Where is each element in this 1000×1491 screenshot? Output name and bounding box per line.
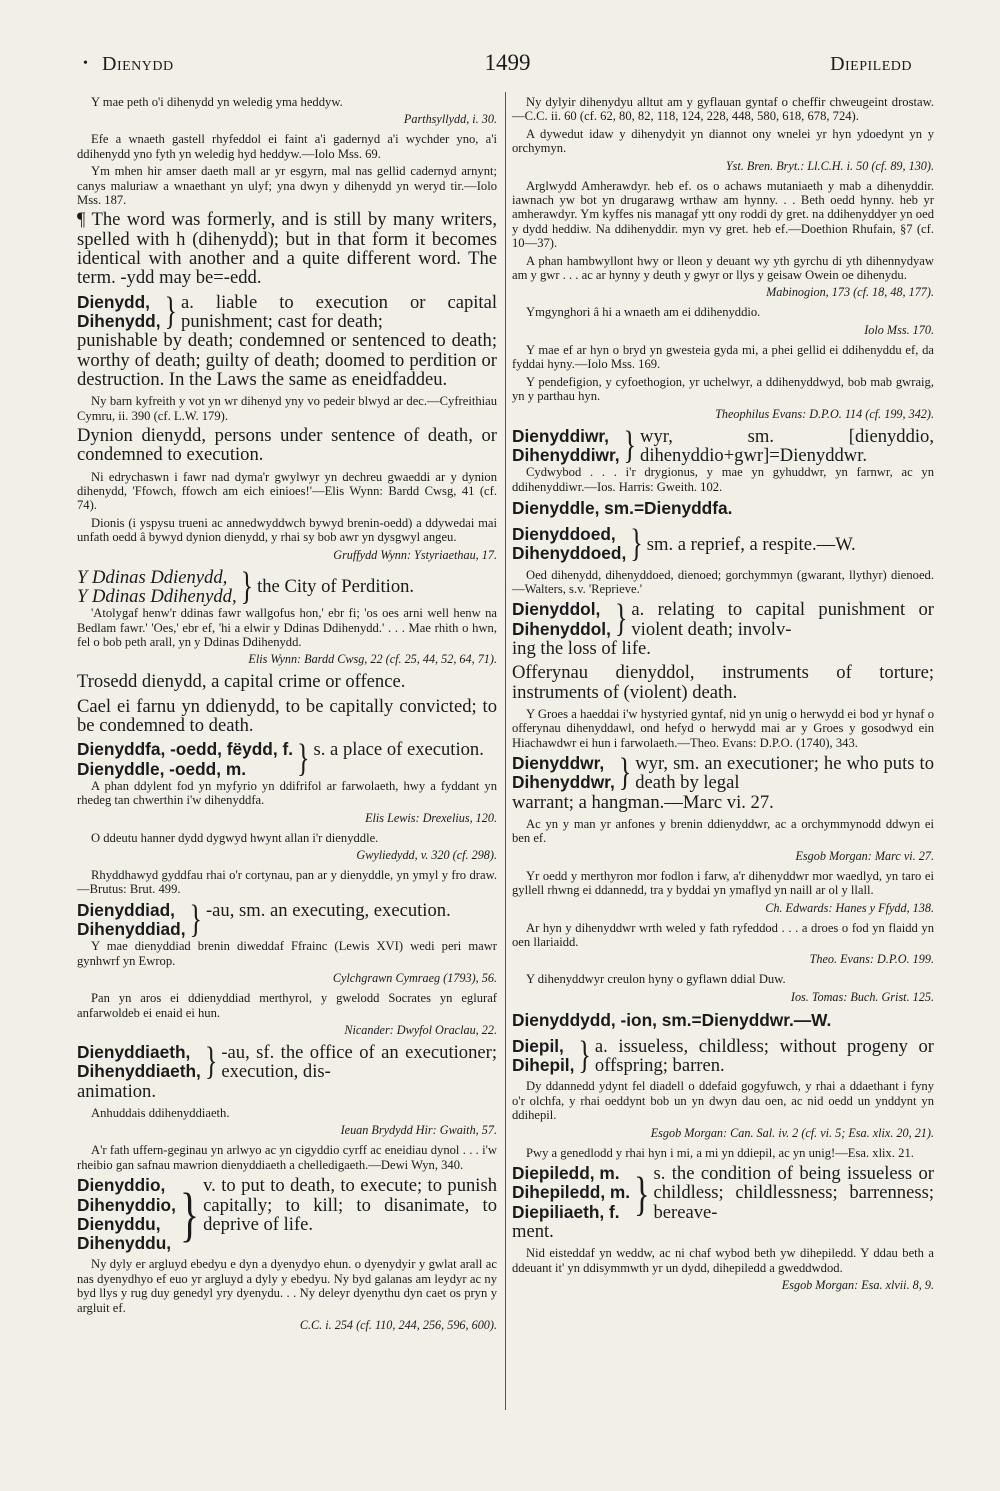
citation: Gruffydd Wynn: Ystyriaethau, 17. (333, 547, 497, 562)
citation: Esgob Morgan: Esa. xlvii. 8, 9. (781, 1277, 934, 1292)
headword-variant: Dihenyddiad, (77, 919, 186, 940)
headword-variant: Dihenyddol, (512, 618, 611, 639)
header-right-catchword: Diepiledd (830, 53, 912, 75)
entry-dienyddoed (512, 521, 934, 566)
quotation: Rhyddhawyd gyddfau rhai o'r cortynau, pan ar y dienyddle, yn ymyl y fro draw.—Brutus: Brut. 499. (77, 868, 497, 897)
headword: Y Ddinas Ddienydd, (77, 566, 228, 588)
citation: Cylchgrawn Cymraeg (1793), 56. (332, 971, 497, 986)
right-column (512, 95, 934, 1298)
citation: Yst. Bren. Bryt.: Ll.C.H. i. 50 (cf. 89, 130). (725, 158, 934, 173)
header-dot: • (83, 56, 88, 71)
brace: } (179, 1180, 200, 1248)
entry-dienyddfa (77, 737, 497, 781)
citation: Elis Lewis: Drexelius, 120. (365, 810, 497, 825)
entry-y-ddinas-ddienydd (77, 564, 497, 608)
quotation: Oed dihenydd, dihenyddoed, dienoed; gorchymmyn (gwarant, llythyr) dienoed.—Walters, s.v. 'Reprieve.' (512, 567, 934, 596)
entry-diepil (512, 1033, 934, 1078)
headword: Dienyddol, (512, 599, 601, 620)
sub-sense: Dynion dienydd, persons under sentence of death, or condemned to execution. (77, 424, 497, 466)
citation: Gwyliedydd, v. 320 (cf. 298). (356, 848, 497, 863)
quotation: Arglwydd Amherawdyr. heb ef. os o achaws mutaniaeth y mab a dihenyddir. iawnach yw bot yn drugarawg wrthaw am hynny. . . Beth oedd hynny. heb yr amherawdyr. Ym kyffes nis managaf ytt ony roddi dy gret. na ddihenyddyer yn oed y dydd heddiw. Na ddihenyddir. myn vy gret. heb ef.—Doethion Rhufain, §7 (cf. 10—37). (512, 178, 934, 251)
headword-variant: Dihenydd, (77, 310, 161, 331)
definition: wyr, sm. [dienyddio, dihenyddio+gwr]=Dienyddwr. (640, 425, 934, 466)
entry-dienyddol (512, 597, 934, 641)
headword: Dienyddwr, (512, 753, 605, 774)
entry-diepiledd (512, 1164, 934, 1222)
headword: Dienyddiaeth, (77, 1042, 191, 1063)
entry-dienyddwr (512, 750, 934, 795)
citation: C.C. i. 254 (cf. 110, 244, 256, 596, 600). (299, 1318, 497, 1333)
definition: v. to put to death, to execute; to punish capitally; to kill; to disanimate, to deprive of life. (203, 1175, 497, 1235)
brace: } (189, 897, 202, 942)
quotation: A phan ddylent fod yn myfyrio yn ddifrifol ar farwolaeth, hwy a fyddant yn rhedeg tan chwerthin i'w dihenyddfa. (77, 778, 497, 808)
definition-continued: ment. (512, 1220, 554, 1242)
citation: Nicander: Dwyfol Oraclau, 22. (344, 1023, 497, 1038)
definition-continued: warrant; a hangman.—Marc vi. 27. (512, 791, 774, 813)
citation: Parthsyllydd, i. 30. (403, 112, 497, 127)
entry-dienyddydd: Dienyddydd, -ion, sm.=Dienyddwr.—W. (512, 1009, 832, 1030)
headword-variant: Diepiliaeth, f. (512, 1201, 620, 1222)
quotation: A phan hambwyllont hwy or lleon y deuant wy yth gyrchu di yth dihennydyaw am y gwr . . . ac ar hynny y deuth y gwyr or llys y geisaw Owein oe dihenydu. (512, 253, 934, 283)
quotation: Efe a wnaeth gastell rhyfeddol ei faint a'i gadernyd a'i wychder yno, a'i ddihenydd yno fyth yn weledig hyd heddyw.—Iolo Mss. 69. (77, 132, 497, 161)
sub-sense: Cael ei farnu yn ddienydd, to be capitally convicted; to be condemned to death. (77, 695, 497, 736)
definition: a. issueless, childless; without progeny or offspring; barren. (594, 1035, 934, 1077)
headword: Dienydd, (77, 291, 150, 312)
quotation: Ymgynghori â hi a wnaeth am ei ddihenyddio. (526, 305, 761, 320)
definition: a. liable to execution or capital punishment; cast for death; (181, 291, 497, 332)
brace: } (618, 750, 632, 795)
citation: Ch. Edwards: Hanes y Ffydd, 138. (765, 900, 934, 915)
column-rule (505, 92, 506, 1410)
headword-variant: Dienyddle, -oedd, m. (77, 758, 246, 779)
definition-continued: ing the loss of life. (512, 637, 651, 659)
headword: Diepil, (512, 1035, 564, 1056)
quotation: O ddeutu hanner dydd dygwyd hwynt allan i'r dienyddle. (91, 830, 379, 845)
headword-variant: Dihepil, (512, 1055, 575, 1076)
quotation: Ar hyn y dihenyddwr wrth weled y fath ryfeddod . . . a droes o fod yn flaidd yn oen llariaidd. (512, 920, 934, 949)
quotation: Ym mhen hir amser daeth mall ar yr esgyrn, mal nas gellid cadernyd arnynt; canys maluriaw a wnaethant yn ulyf; yna dwyn y dihenydd yn weryd tir.—Iolo Mss. 187. (77, 164, 497, 208)
definition-continued: punishable by death; condemned or sentenced to death; worthy of death; guilty of death; doomed to perdition or destruction. In the Laws the same as eneidfaddeu. (77, 330, 497, 390)
entry-dienyddle: Dienyddle, sm.=Dienyddfa. (512, 497, 733, 518)
headword-variant: Dihenyddio, (77, 1194, 176, 1215)
quotation: Ny barn kyfreith y vot yn wr dihenyd yny vo pedeir blwyd ar dec.—Cyfreithiau Cymru, ii. 390 (cf. L.W. 179). (77, 394, 497, 423)
headword: Dienyddio, (77, 1175, 166, 1196)
quotation: Anhuddais ddihenyddiaeth. (91, 1105, 230, 1120)
quotation: Y pendefigion, y cyfoethogion, yr uchelwyr, a ddihenyddwyd, bob mab gwraig, yn y parthau hyn. (512, 374, 934, 404)
citation: Elis Wynn: Bardd Cwsg, 22 (cf. 25, 44, 52, 64, 71). (248, 652, 497, 667)
quotation: A'r fath uffern-geginau yn arlwyo ac yn cigyddio cyrff ac eneidiau dynol . . . i'w rheibio gan safnau mawrion dienyddiaeth a chelledigaeth.—Dewi Wyn, 340. (77, 1143, 497, 1172)
headword: Diepiledd, m. (512, 1162, 620, 1183)
quotation: Y mae dienyddiad brenin diweddaf Ffrainc (Lewis XVI) wedi peri mawr gynhwrf yn Ewrop. (77, 939, 497, 968)
definition: -au, sm. an executing, execution. (205, 899, 451, 921)
brace: } (614, 597, 628, 641)
entry-dienyddio (77, 1176, 497, 1253)
quotation: A dywedut idaw y dihenydyit yn diannot ony wnelei yr hyn ydoedynt yn y orchymyn. (512, 126, 934, 156)
citation: Esgob Morgan: Marc vi. 27. (795, 848, 934, 863)
quotation: Y Groes a haeddai i'w hystyried gyntaf, nid yn unig o herwydd ei bod yr hynaf o offerynau dihenyddawl, ond hefyd o herwydd mai ar y Groes y gosodwyd ein Hiachawdwr ei hun i farwolaeth.—Theo. Evans: D.P.O. (1740), 343. (512, 706, 934, 750)
definition: a. relating to capital punishment or violent death; involv- (631, 599, 934, 640)
quotation: Ny dylyir dihenydyu alltut am y gyflauan gyntaf o cheffir chweugeint drostaw.—C.C. ii. 60 (cf. 62, 80, 82, 118, 124, 228, 448, 580, 618, 678, 724). (512, 95, 934, 124)
quotation: Yr oedd y merthyron mor fodlon i farw, a'r dihenyddwr mor waedlyd, yn taro ei gyllell rhwng ei ddannedd, tra y byddai yn ymaflyd yn naill ar ol y llall. (512, 868, 934, 898)
brace: } (634, 1165, 650, 1220)
sub-sense: Trosedd dienydd, a capital crime or offence. (77, 671, 406, 693)
headword: Dienyddiwr, (512, 425, 609, 446)
citation: Ieuan Brydydd Hir: Gwaith, 57. (340, 1123, 497, 1138)
headword-variant: Y Ddinas Ddihenydd, (77, 585, 237, 607)
definition: -au, sf. the office of an executioner; execution, dis- (221, 1042, 497, 1083)
definition: s. the condition of being issueless or childless; childlessness; barrenness; bereave- (653, 1162, 934, 1223)
usage-note: ¶ The word was formerly, and is still by many writers, spelled with h (dihenydd); but in that form it becomes identical with another and a quite different word. The term. -ydd may be=-edd. (77, 209, 497, 289)
definition: the City of Perdition. (257, 576, 415, 598)
brace: } (630, 521, 643, 566)
entry-dienyddiaeth (77, 1039, 497, 1084)
brace: } (204, 1039, 218, 1084)
header-left-catchword: Dienydd (102, 53, 174, 75)
quotation: Pwy a genedlodd y rhai hyn i mi, a mi yn ddiepil, ac yn unig!—Esa. xlix. 21. (526, 1145, 914, 1160)
sub-sense: Offerynau dienyddol, instruments of torture; instruments of (violent) death. (512, 662, 934, 703)
quotation: Ny dyly er argluyd ebedyu e dyn a dyenydyo ehun. o dyenydyir y gwlat arall ac nas dyenydhyo ef euo yr argluyd a dyly y ebedyu. Ny byd galanas am leydyr ac ny byd llys y rug duy genedyl yry dyenydu. . . Ny deleyr dyenythu dyn caet os pryn y argluit ef. (77, 1257, 497, 1315)
headword-variant: Dihenyddiwr, (512, 444, 620, 465)
entry-dienyddiwr (512, 423, 934, 467)
headword-variant: Dihenyddiaeth, (77, 1061, 201, 1082)
quotation: Pan yn aros ei ddienyddiad merthyrol, y gwelodd Socrates yn egluraf anfarwoldeb ei enaid ei hun. (77, 991, 497, 1020)
citation: Iolo Mss. 170. (864, 322, 934, 337)
quotation: Dionis (i yspysu trueni ac annedwyddwch bywyd brenin-oedd) a ddywedai mai unfath oedd â bywyd dynion dienydd, y rhai sy bob awr yn dysgwyl angeu. (77, 515, 497, 545)
definition: wyr, sm. an executioner; he who puts to death by legal (635, 753, 934, 794)
citation: Theophilus Evans: D.P.O. 114 (cf. 199, 342). (715, 406, 934, 421)
definition: s. a place of execution. (313, 739, 484, 761)
quotation: 'Atolygaf henw'r ddinas fawr wallgofus hon,' ebr fi; 'os oes arni well henw na Bedlam fawr.' 'Oes,' ebr ef, 'hi a elwir y Ddinas Ddihenydd.' . . . Mae rhith o hwn, fel o bob peth arall, yn y Ddinas Ddihenydd. (77, 606, 497, 649)
quotation: Ac yn y man yr anfones y brenin ddienyddwr, ac a orchymmynodd ddwyn ei ben ef. (512, 816, 934, 846)
headword-variant: Dienyddu, (77, 1213, 161, 1234)
brace: } (578, 1033, 591, 1078)
page-number: 1499 (484, 50, 531, 75)
brace: } (623, 423, 637, 467)
brace: } (297, 737, 310, 781)
headword-variant: Dihepiledd, m. (512, 1182, 631, 1203)
brace: } (164, 289, 178, 333)
headword: Dienyddoed, (512, 523, 616, 544)
page-header (85, 50, 930, 84)
quotation: Y dihenyddwyr creulon hyny o gyflawn ddial Duw. (526, 972, 786, 987)
citation: Esgob Morgan: Can. Sal. iv. 2 (cf. vi. 5; Esa. xlix. 20, 21). (650, 1125, 934, 1140)
headword: Dienyddiad, (77, 899, 175, 920)
quotation: Nid eisteddaf yn weddw, ac ni chaf wybod beth yw dihepiledd. Y ddau beth a ddeuant it' yn ddisymmwth yr un dydd, dihepiledd a gweddwdod. (512, 1246, 934, 1275)
entry-dienydd (77, 289, 497, 333)
brace: } (240, 564, 254, 608)
citation: Mabinogion, 173 (cf. 18, 48, 177). (766, 285, 934, 300)
quotation: Y mae ef ar hyn o bryd yn gwesteia gyda mi, a phei gellid ei ddihenyddu ef, da fyddai hyny.—Iolo Mss. 169. (512, 342, 934, 372)
definition-continued: animation. (77, 1080, 157, 1102)
headword: Dienyddfa, -oedd, fëydd, f. (77, 739, 294, 760)
headword-variant: Dihenyddoed, (512, 543, 627, 564)
headword-variant: Dihenyddu, (77, 1233, 172, 1254)
quotation: Dy ddannedd ydynt fel diadell o ddefaid gogyfuwch, y rhai a ddaethant i fyny o'r olchfa, y rhai oeddynt bob un yn dwyn dau oen, ac nid oedd un ynddynt yn ddihepil. (512, 1079, 934, 1123)
citation: Theo. Evans: D.P.O. 199. (809, 952, 934, 967)
quotation: Cydwybod . . . i'r drygionus, y mae yn gyhuddwr, yn farnwr, ac yn ddihenyddiwr.—Ios. Harris: Gweith. 102. (512, 465, 934, 494)
entry-dienyddiad (77, 897, 497, 942)
quotation: Y mae peth o'i dihenydd yn weledig yma heddyw. (91, 95, 343, 109)
left-column (77, 95, 497, 1338)
definition: sm. a reprief, a respite.—W. (646, 533, 856, 555)
headword-variant: Dihenyddwr, (512, 772, 615, 793)
citation: Ios. Tomas: Buch. Grist. 125. (790, 989, 934, 1004)
quotation: Ni edrychaswn i fawr nad dyma'r gwylwyr yn dechreu gwaeddi ar y dynion dihenydd, 'Ffowch, ffowch am eich einioes!'—Elis Wynn: Bardd Cwsg, 41 (cf. 74). (77, 469, 497, 513)
